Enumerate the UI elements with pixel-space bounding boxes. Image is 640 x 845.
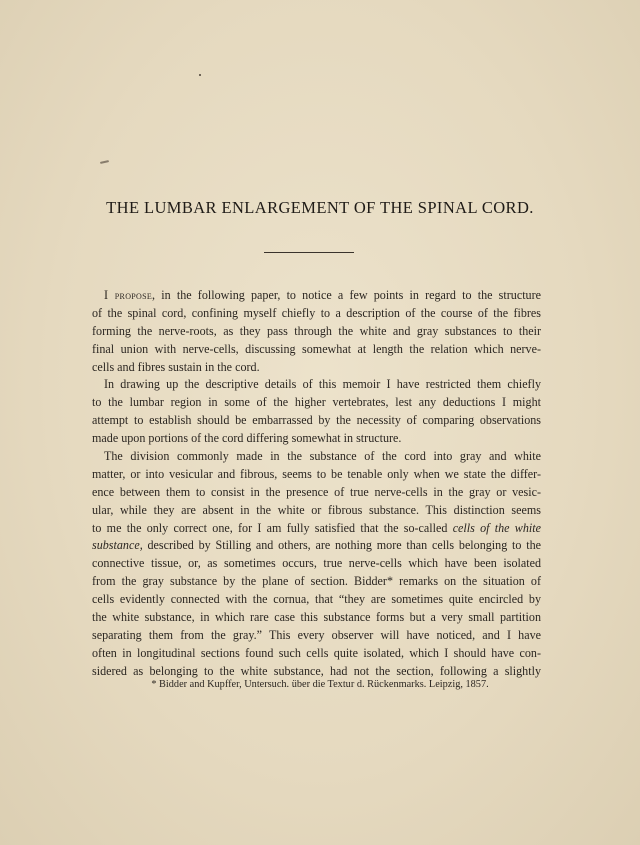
title-rule [264,252,354,253]
text-line: to the lumbar region in some of the higher vertebrates, lest any deductions I might [92,395,541,410]
text-line: I propose, in the following paper, to notice a few points in regard to the structure [104,288,541,302]
text-line: from the gray substance by the plane of section. Bidder* remarks on the situation of [92,574,541,589]
text-line: matter, or into vesicular and fibrous, seems to be tenable only when we state the differ- [92,466,541,481]
text-line: ular, while they are absent in the white or fibrous substance. This distinction seems [92,502,541,517]
text-line: often in longitudinal sections found such cells quite isolated, which I should have con- [92,645,541,660]
text-line: substance, described by Stilling and others, are nothing more than cells belonging to the [92,538,541,553]
text-line: of the spinal cord, confining myself chiefly to a description of the course of the fibres [92,305,541,320]
lead-in: I propose [104,288,153,302]
text-line: to me the only correct one, for I am fully satisfied that the so-called cells of the white [92,520,541,535]
text-line: forming the nerve-roots, as they pass through the white and gray substances to their [92,323,541,338]
italic-term: substance, [92,538,143,553]
text-line: cells evidently connected with the cornua, that “they are sometimes quite encircled by [92,592,541,607]
text-line: separating them from the gray.” This every observer will have noticed, and I have [92,627,541,642]
paper-speck [199,74,201,76]
text-line: sidered as belonging to the white substance, had not the section, following a slightly [92,663,541,678]
text-line: made upon portions of the cord differing somewhat in structure. [92,431,402,446]
paper-speck [100,160,109,164]
text-line: ence between them to consist in the presence of true nerve-cells in the gray or vesic- [92,484,541,499]
italic-term: cells of the white [452,520,541,535]
text-line: final union with nerve-cells, discussing somewhat at length the relation which nerve- [92,341,541,356]
body-text [92,287,541,681]
text-line: attempt to establish should be embarrassed by the necessity of comparing observations [92,413,541,428]
text-line: the white substance, in which rare case this substance forms but a very small partition [92,610,541,625]
text-line: The division commonly made in the substance of the cord into gray and white [104,449,541,464]
text-line: cells and fibres sustain in the cord. [92,359,260,374]
text-line: connective tissue, or, as sometimes occurs, true nerve-cells which have been isolated [92,556,541,571]
footnote: * Bidder and Kupffer, Untersuch. über die Textur d. Rückenmarks. Leipzig, 1857. [151,679,489,690]
page-title: THE LUMBAR ENLARGEMENT OF THE SPINAL CORD. [106,198,534,217]
text-line: In drawing up the descriptive details of this memoir I have restricted them chiefly [104,377,541,392]
